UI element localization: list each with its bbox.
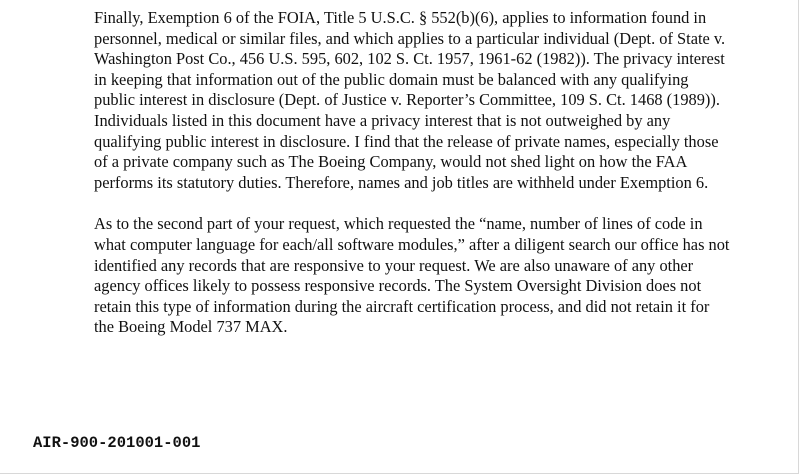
text-line: retain this type of information during the aircraft certification process, and did not retain it for <box>94 296 710 316</box>
text-line: qualifying public interest in disclosure. I find that the release of private names, especially those <box>94 131 719 151</box>
paragraph-exemption-6 <box>94 8 778 193</box>
text-line: what computer language for each/all software modules,” after a diligent search our office has not <box>94 234 730 254</box>
text-line: identified any records that are responsive to your request. We are also unaware of any other <box>94 255 694 275</box>
text-line: of a private company such as The Boeing Company, would not shed light on how the FAA <box>94 152 688 172</box>
text-line: agency offices likely to possess responsive records. The System Oversight Division does not <box>94 276 702 296</box>
text-line: personnel, medical or similar files, and which applies to a particular individual (Dept. of State v. <box>94 28 726 48</box>
text-line: the Boeing Model 737 MAX. <box>94 317 288 337</box>
paragraph-second-request <box>94 214 778 338</box>
text-line: As to the second part of your request, which requested the “name, number of lines of code in <box>94 214 703 234</box>
text-line: in keeping that information out of the public domain must be balanced with any qualifying <box>94 69 689 89</box>
text-line: performs its statutory duties. Therefore, names and job titles are withheld under Exemption 6. <box>94 172 709 192</box>
document-body <box>94 8 778 359</box>
text-line: Individuals listed in this document have a privacy interest that is not outweighed by any <box>94 110 671 130</box>
text-line: Washington Post Co., 456 U.S. 595, 602, 102 S. Ct. 1957, 1961-62 (1982)). The privacy interest <box>94 49 725 69</box>
document-id: AIR-900-201001-001 <box>33 434 201 452</box>
text-line: Finally, Exemption 6 of the FOIA, Title 5 U.S.C. § 552(b)(6), applies to information found in <box>94 8 707 27</box>
text-line: public interest in disclosure (Dept. of Justice v. Reporter’s Committee, 109 S. Ct. 1468 (1989)). <box>94 90 720 110</box>
